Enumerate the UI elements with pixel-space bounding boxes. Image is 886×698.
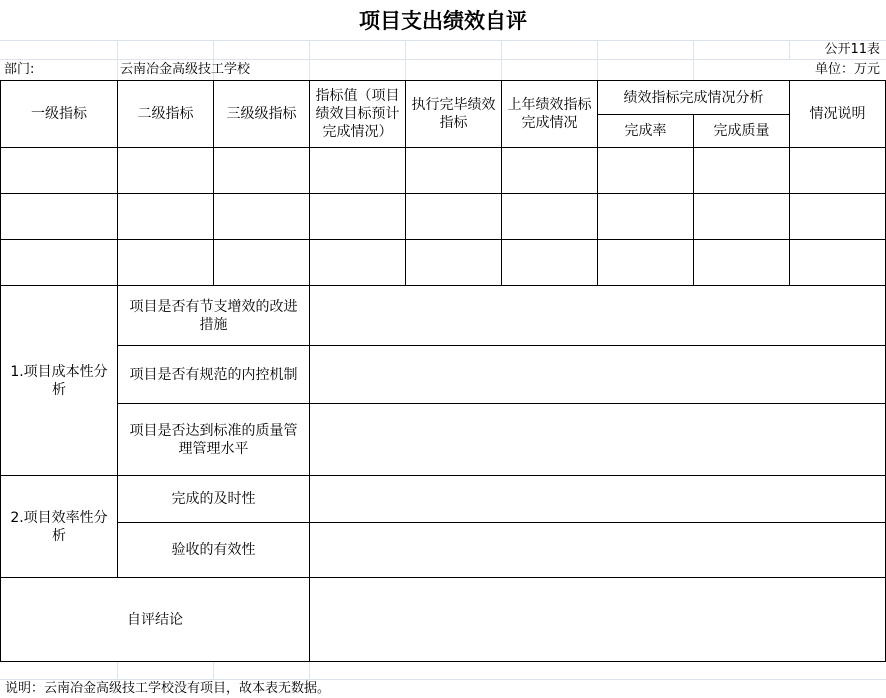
page-title: 项目支出绩效自评 <box>359 8 527 33</box>
header-completion-analysis: 绩效指标完成情况分析 <box>623 89 764 106</box>
header-completion-quality: 完成质量 <box>713 123 770 139</box>
efficiency-item-acceptance: 验收的有效性 <box>171 542 256 558</box>
cost-analysis-label: 1.项目成本性分 析 <box>10 363 108 398</box>
unit-label: 单位：万元 <box>814 62 880 77</box>
efficiency-analysis-label: 2.项目效率性分 析 <box>10 509 108 544</box>
header-completion-rate: 完成率 <box>624 123 667 139</box>
cost-item-improvement: 项目是否有节支增效的改进 措施 <box>129 298 298 333</box>
header-level3-indicator: 三级级指标 <box>226 106 297 122</box>
header-executed-indicator: 执行完毕绩效 指标 <box>411 97 496 131</box>
header-last-year-indicator: 上年绩效指标 完成情况 <box>507 97 592 131</box>
cost-item-quality-management: 项目是否达到标准的质量管 理管理水平 <box>129 422 298 457</box>
cost-item-internal-control: 项目是否有规范的内控机制 <box>129 366 298 383</box>
footnote: 说明：云南冶金高级技工学校没有项目，故本表无数据。 <box>5 681 331 696</box>
efficiency-item-timeliness: 完成的及时性 <box>171 491 256 507</box>
self-evaluation-conclusion-label: 自评结论 <box>127 611 183 628</box>
header-remarks: 情况说明 <box>809 106 866 122</box>
table-number: 公开11表 <box>824 41 880 57</box>
header-indicator-value: 指标值（项目 绩效目标预计 完成情况） <box>315 88 400 140</box>
header-level2-indicator: 二级指标 <box>137 106 194 122</box>
department-name: 云南冶金高级技工学校 <box>120 62 251 77</box>
header-level1-indicator: 一级指标 <box>31 106 87 122</box>
department-label: 部门: <box>4 62 35 77</box>
